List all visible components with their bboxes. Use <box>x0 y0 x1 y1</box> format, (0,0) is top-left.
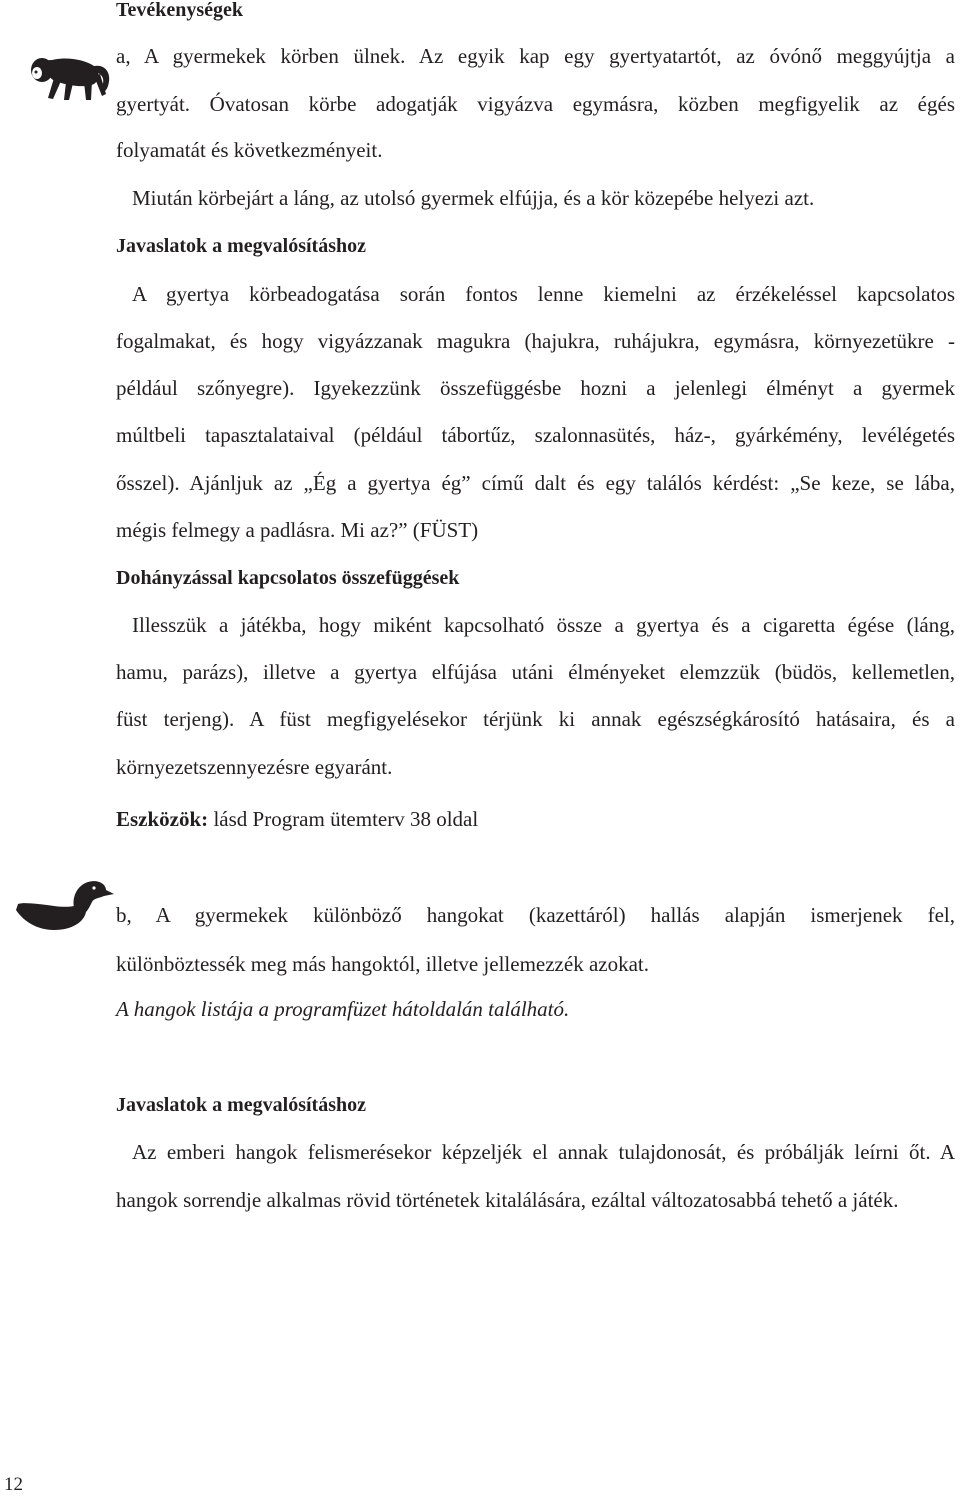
paragraph-line: A gyertya körbeadogatása során fontos lenne kiemelni az érzékeléssel kapcsolatos <box>132 282 955 306</box>
page-number: 12 <box>4 1474 23 1495</box>
duck-icon <box>14 876 114 932</box>
note-line: A hangok listája a programfüzet hátoldalán található. <box>116 997 570 1021</box>
paragraph-line: folyamatát és következményeit. <box>116 138 383 162</box>
paragraph-line: ősszel). Ajánljuk az „Ég a gyertya ég” című dalt és egy találós kérdést: „Se keze, se lába, <box>116 471 955 495</box>
paragraph-line: mégis felmegy a padlásra. Mi az?” (FÜST) <box>116 518 479 542</box>
paragraph-line: hamu, parázs), illetve a gyertya elfújása utáni élményeket elemzzük (büdös, kellemetlen, <box>116 660 955 684</box>
tools-label: Eszközök: <box>116 807 209 831</box>
subheading-suggestions: Javaslatok a megvalósításhoz <box>116 235 366 257</box>
paragraph-line: Illesszük a játékba, hogy miként kapcsolható össze a gyertya és a cigaretta égése (láng, <box>132 613 955 637</box>
paragraph-line: Miután körbejárt a láng, az utolsó gyermek elfújja, és a kör közepébe helyezi azt. <box>132 186 815 210</box>
paragraph-line: a, A gyermekek körben ülnek. Az egyik kap egy gyertyatartót, az óvónő meggyújtja a <box>116 44 955 68</box>
tools-line <box>116 806 955 832</box>
subheading-smoking: Dohányzással kapcsolatos összefüggések <box>116 567 460 589</box>
paragraph-line: b, A gyermekek különböző hangokat (kazettáról) hallás alapján ismerjenek fel, <box>116 903 955 927</box>
paragraph-line: gyertyát. Óvatosan körbe adogatják vigyázva egymásra, közben megfigyelik az égés <box>116 92 955 116</box>
paragraph-line: különböztessék meg más hangoktól, illetve jellemezzék azokat. <box>116 952 649 976</box>
paragraph-line: környezetszennyezésre egyaránt. <box>116 755 393 779</box>
paragraph-line: hangok sorrendje alkalmas rövid történetek kitalálására, ezáltal változatosabbá tehető a játék. <box>116 1188 899 1212</box>
tools-text: lásd Program ütemterv 38 oldal <box>208 807 479 831</box>
paragraph-line: füst terjeng). A füst megfigyelésekor térjünk ki annak egészségkárosító hatásaira, és a <box>116 707 955 731</box>
paragraph-line: Az emberi hangok felismerésekor képzeljék el annak tulajdonosát, és próbálják leírni őt. A <box>132 1140 955 1164</box>
paragraph-line: múltbeli tapasztalataival (például tábortűz, szalonnasütés, ház-, gyárkémény, levélégetés <box>116 423 955 447</box>
paragraph-line: például szőnyegre). Igyekezzünk összefüggésbe hozni a jelenlegi élményt a gyermek <box>116 376 955 400</box>
monkey-icon <box>20 52 112 104</box>
paragraph-line: fogalmakat, és hogy vigyázzanak magukra (hajukra, ruhájukra, egymásra, környezetükre - <box>116 329 955 353</box>
subheading-suggestions-b: Javaslatok a megvalósításhoz <box>116 1094 366 1116</box>
section-title: Tevékenységek <box>116 0 244 21</box>
